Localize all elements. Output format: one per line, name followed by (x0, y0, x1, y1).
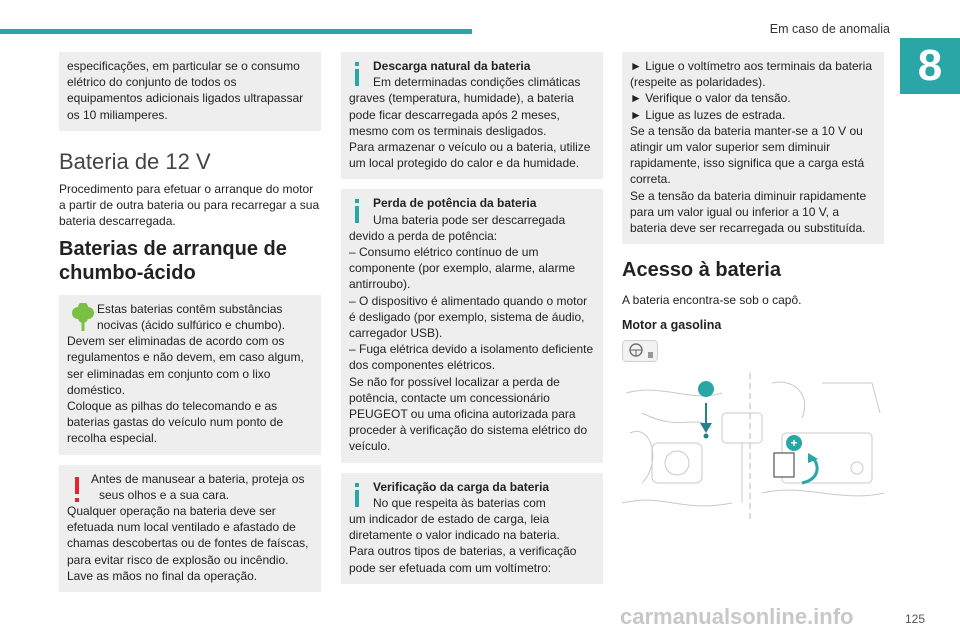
plus-terminal-label: + (790, 436, 798, 451)
intro-box-text: especificações, em particular se o consumo elétrico do conjunto de todos os equipamentos adicionais ligados ultrapassar os 10 miliamperes. (67, 59, 304, 122)
info-box-power-loss (341, 189, 603, 462)
access-text: A bateria encontra-se sob o capô. (622, 293, 802, 308)
info-box-discharge-title: Descarga natural da bateria (373, 59, 531, 73)
info-box-charge-check-text-2: Para outros tipos de baterias, a verificação pode ser efetuada com um voltímetro: (349, 544, 577, 575)
heading-petrol-engine: Motor a gasolina (622, 318, 722, 333)
voltmeter-text-1: Se a tensão da bateria manter-se a 10 V ou atingir um valor superior sem diminuir rapidamente, isso significa que a carga está correta. (630, 123, 865, 187)
eco-line2: nocivas (ácido sulfúrico e chumbo). (97, 318, 286, 333)
column-2 (341, 52, 603, 594)
section-title: Em caso de anomalia (769, 22, 890, 36)
info-box-discharge-text-2: Para armazenar o veículo ou a bateria, utilize um local protegido do calor e da humidade. (349, 140, 591, 171)
warning-box (59, 465, 321, 592)
minus-terminal-label: − (782, 382, 790, 397)
heading-lead-acid: Baterias de arranque de chumbo-ácido (59, 237, 287, 284)
eco-box (59, 295, 321, 455)
info-box-discharge-line1: Em determinadas condições climáticas (373, 75, 581, 90)
info-box-charge-check-title: Verificação da carga da bateria (373, 479, 550, 494)
step-item: ► Ligue o voltímetro aos terminais da bateria (respeite as polaridades). (630, 59, 872, 90)
info-box-charge-check (341, 473, 603, 584)
info-box-charge-check-text: um indicador de estado de carga, leia diretamente o valor indicado na bateria. (349, 512, 560, 543)
chapter-tab: 8 (900, 38, 960, 94)
info-box-discharge-text: graves (temperatura, humidade), a bateria pode ficar descarregada após 2 meses, mesmo com os terminais desligados. (349, 91, 574, 138)
eco-line1: Estas baterias contêm substâncias (97, 301, 283, 316)
info-box-power-loss-line1: Uma bateria pode ser descarregada (373, 212, 566, 227)
engine-bay-illustration (622, 373, 884, 528)
info-icon (355, 483, 359, 507)
list-item: – Fuga elétrica devido a isolamento deficiente dos componentes elétricos. (349, 342, 594, 373)
warning-text-2: Lave as mãos no final da operação. (67, 568, 258, 583)
info-box-power-loss-text-2: Se não for possível localizar a perda de potência, contacte um concessionário PEUGEOT ou uma oficina autorizada para proceder à verificação do sistema elétrico do veículo. (349, 374, 588, 454)
step-item: ► Ligue as luzes de estrada. (630, 107, 786, 122)
column-1 (59, 52, 321, 602)
intro-text: Procedimento para efetuar o arranque do motor a partir de outra bateria ou para recarregar a sua bateria descarregada. (59, 181, 320, 228)
list-item: – O dispositivo é alimentado quando o motor é desligado (por exemplo, sistema de áudio, carregador USB). (349, 293, 588, 341)
list-item: – Consumo elétrico contínuo de um componente (por exemplo, alarme, alarme antirroubo). (349, 245, 576, 292)
eco-text: Devem ser eliminadas de acordo com os regulamentos e não devem, em caso algum, ser eliminadas em conjunto com o lixo doméstico. (67, 334, 304, 397)
info-box-discharge (341, 52, 603, 179)
voltmeter-text-2: Se a tensão da bateria diminuir rapidamente para um valor igual ou inferior a 10 V, a bateria deve ser recarregada ou substituída. (630, 188, 867, 236)
info-box-charge-check-line1: No que respeita às baterias com (373, 495, 546, 510)
warning-line2: seus olhos e a sua cara. (99, 487, 230, 502)
steering-wheel-icon (622, 340, 884, 367)
top-accent-bar (0, 29, 472, 34)
eco-text-2: Coloque as pilhas do telecomando e as baterias gastas do veículo num ponto de recolha especial. (67, 399, 284, 446)
info-icon (355, 62, 359, 86)
warning-line1: Antes de manusear a bateria, proteja os (91, 471, 305, 486)
voltmeter-box (622, 52, 884, 244)
engine-bay-drawing (622, 373, 884, 523)
page-number: 125 (905, 612, 926, 626)
info-box-power-loss-text: devido a perda de potência: (349, 228, 498, 243)
step-item: ► Verifique o valor da tensão. (630, 91, 791, 106)
info-icon (355, 199, 359, 223)
heading-battery-access: Acesso à bateria (622, 259, 781, 282)
warning-icon (75, 477, 79, 503)
recycle-leaf-icon (69, 303, 97, 337)
intro-box (59, 52, 321, 131)
footer-watermark: carmanualsonline.info (620, 604, 854, 629)
info-box-power-loss-title: Perda de potência da bateria (373, 196, 537, 211)
heading-battery-12v: Bateria de 12 V (59, 148, 211, 174)
warning-text: Qualquer operação na bateria deve ser efetuada num local ventilado e afastado de chamas descobertas ou de fontes de faíscas, para evitar risco de explosão ou incêndio. (67, 504, 309, 567)
column-3 (622, 52, 884, 528)
